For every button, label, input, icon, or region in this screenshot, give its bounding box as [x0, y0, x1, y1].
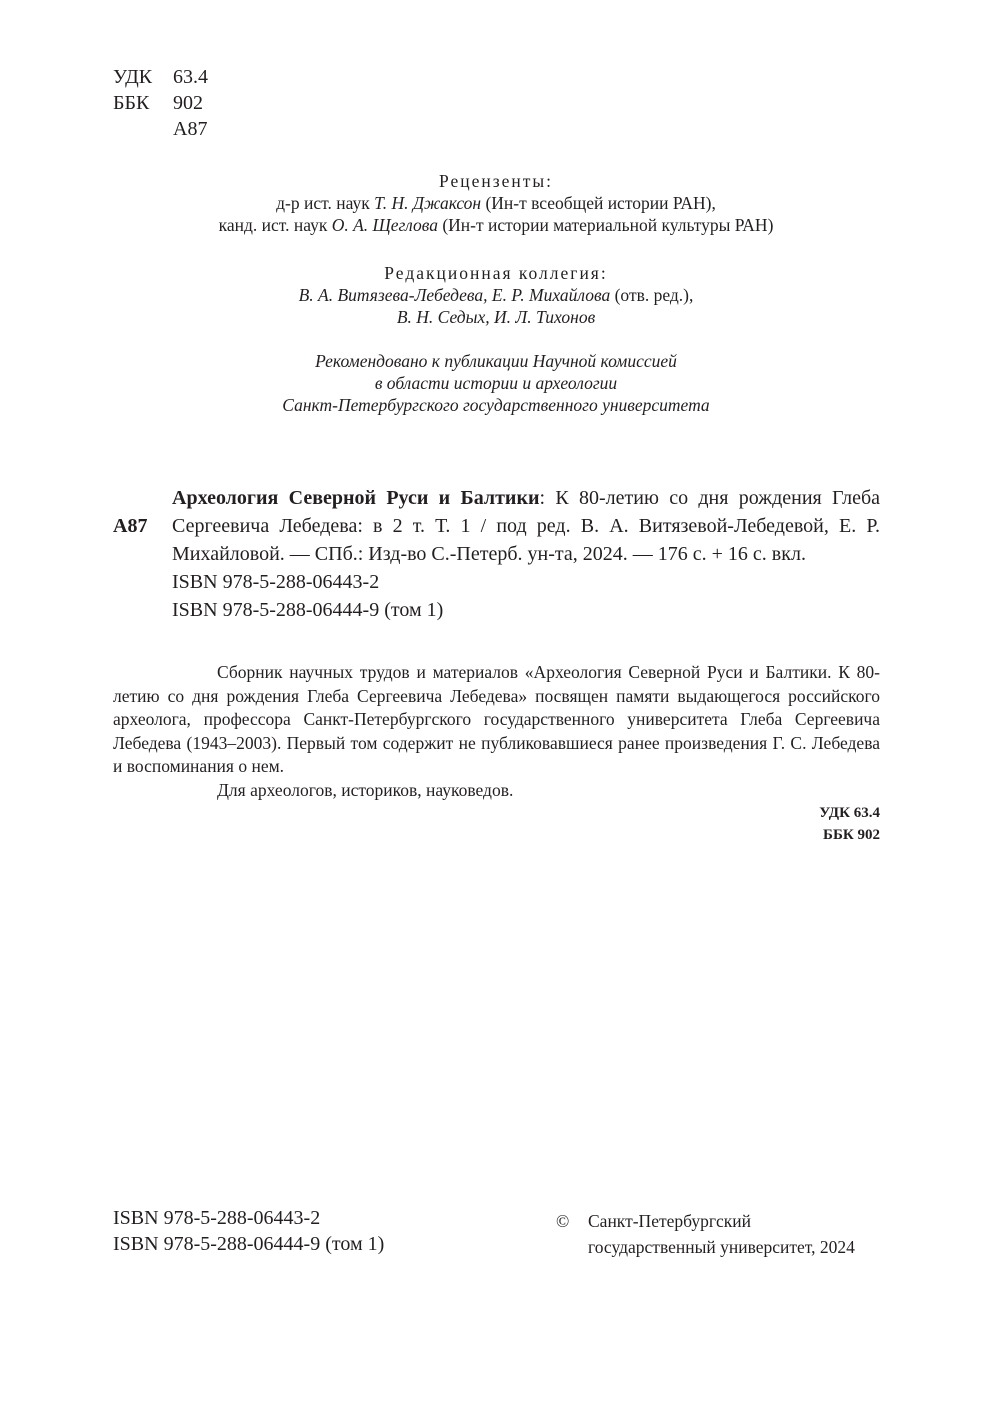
reviewer-2: [113, 214, 879, 236]
reviewer-2-affiliation: (Ин-т истории материальной культуры РАН): [437, 215, 774, 235]
editorial-board-title: Редакционная коллегия:: [384, 263, 608, 283]
classification-codes-right: [819, 802, 880, 846]
bbk-code-right: ББК 902: [823, 827, 880, 843]
footer-isbn-2: ISBN 978-5-288-06444-9 (том 1): [113, 1233, 385, 1255]
footer-isbn: [113, 1205, 384, 1257]
editorial-board-block: [113, 262, 879, 328]
recommendation-line-1: Рекомендовано к публикации Научной комиссией: [315, 351, 677, 371]
copyright-line-1: [556, 1208, 855, 1234]
recommendation-line-3: Санкт-Петербургского государственного университета: [282, 395, 710, 415]
copyright-icon: ©: [556, 1211, 570, 1231]
audience-line: Для археологов, историков, науковедов.: [217, 779, 514, 800]
author-mark: А87: [173, 118, 208, 140]
recommendation-line-2: в области истории и археологии: [374, 373, 618, 393]
abstract-paragraph: Сборник научных трудов и материалов «Археология Северной Руси и Балтики. К 80-летию со дня рождения Глеба Сергеевича Лебедева» посвящен памяти выдающегося российского археолога, профессора Санкт-Петербургского государственного университета Глеба Сергеевича Лебедева (1943–2003). Первый том содержит не публиковавшиеся ранее произведения Г. С. Лебедева и воспоминания о нем.: [113, 662, 880, 776]
udk-label: УДК: [113, 66, 153, 88]
bibliography-author-mark: А87: [113, 515, 148, 537]
classification-codes: [113, 64, 208, 142]
reviewer-1: [113, 192, 879, 214]
reviewer-1-name: Т. Н. Джаксон: [374, 193, 482, 213]
bbk-row: [113, 90, 208, 116]
udk-code-right: УДК 63.4: [819, 805, 880, 821]
author-mark-row: [113, 116, 208, 142]
recommendation-block: [113, 350, 879, 416]
bibliographic-description: [172, 484, 880, 568]
reviewer-2-name: О. А. Щеглова: [331, 215, 438, 235]
editorial-board-line-1: [113, 284, 879, 306]
udk-value: 63.4: [173, 66, 208, 88]
reviewers-block: [113, 170, 879, 236]
footer-isbn-1: ISBN 978-5-288-06443-2: [113, 1207, 321, 1229]
reviewer-1-affiliation: (Ин-т всеобщей истории РАН),: [481, 193, 716, 213]
copyright-holder-1: Санкт-Петербургский: [588, 1211, 752, 1231]
reviewer-1-degree: д-р ист. наук: [276, 193, 375, 213]
copyright-notice: [556, 1208, 855, 1260]
editorial-board-line-2: В. Н. Седых, И. Л. Тихонов: [396, 307, 596, 327]
isbn-line-2: ISBN 978-5-288-06444-9 (том 1): [172, 599, 444, 621]
reviewers-title: Рецензенты:: [438, 171, 554, 191]
bibliographic-record: [172, 484, 880, 624]
copyright-line-2: государственный университет, 2024: [588, 1237, 855, 1257]
editorial-board-names-1: В. А. Витязева-Лебедева, Е. Р. Михайлова: [298, 285, 611, 305]
reviewer-2-degree: канд. ист. наук: [218, 215, 332, 235]
bbk-value: 902: [173, 92, 203, 114]
book-title: Археология Северной Руси и Балтики: [172, 487, 540, 509]
book-details: : К 80-летию со дня рождения Глеба Сергеевича Лебедева: в 2 т. Т. 1 / под ред. В. А. Витязевой-Лебедевой, Е. Р. Михайловой. — СПб.: Изд-во С.-Петерб. ун-та, 2024. — 176 с. + 16 с. вкл.: [172, 487, 881, 565]
abstract: [113, 661, 880, 802]
bbk-label: ББК: [113, 92, 150, 114]
editorial-board-role: (отв. ред.),: [610, 285, 694, 305]
isbn-line-1: ISBN 978-5-288-06443-2: [172, 571, 380, 593]
udk-row: [113, 64, 208, 90]
